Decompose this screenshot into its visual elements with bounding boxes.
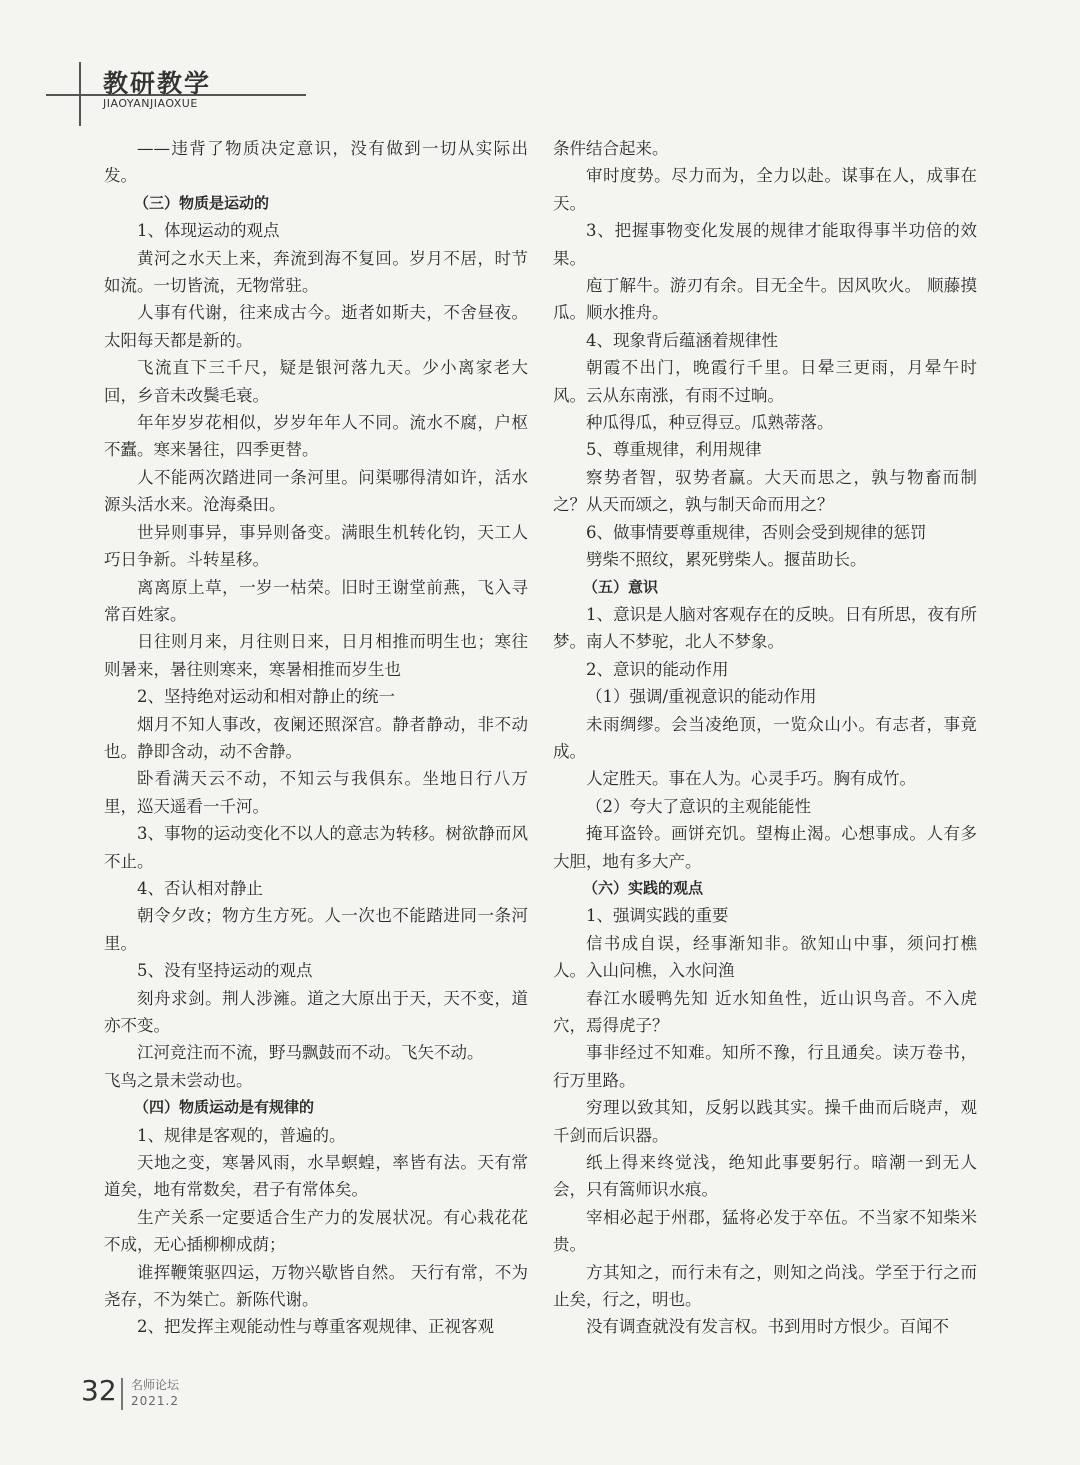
paragraph: 人事有代谢，往来成古今。逝者如斯夫，不舍昼夜。太阳每天都是新的。: [104, 303, 528, 350]
paragraph: 掩耳盗铃。画饼充饥。望梅止渴。心想事成。人有多大胆，地有多大产。: [553, 824, 977, 871]
paragraph: 1、强调实践的重要: [586, 906, 729, 926]
section-title: 教研教学: [103, 69, 212, 98]
paragraph: 年年岁岁花相似，岁岁年年人不同。流水不腐，户枢不蠹。寒来暑往，四季更替。: [104, 413, 528, 460]
paragraph: 人定胜天。事在人为。心灵手巧。胸有成竹。: [586, 769, 916, 789]
page-number: 32: [81, 1374, 117, 1407]
paragraph: 5、尊重规律，利用规律: [586, 440, 762, 460]
paragraph: 人不能两次踏进同一条河里。问渠哪得清如许，活水源头活水来。沧海桑田。: [104, 467, 528, 515]
paragraph: 4、现象背后蕴涵着规律性: [586, 330, 778, 350]
paragraph: 纸上得来终觉浅，绝知此事要躬行。暗潮一到无人会，只有篙师识水痕。: [553, 1153, 977, 1200]
paragraph: 2、把发挥主观能动性与尊重客观规律、正视客观: [137, 1317, 494, 1337]
paragraph: 春江水暖鸭先知 近水知鱼性，近山识鸟音。不入虎穴，焉得虎子？: [553, 988, 977, 1035]
paragraph: （1）强调/重视意识的能动作用: [586, 687, 817, 707]
paragraph: 飞流直下三千尺，疑是银河落九天。少小离家老大回，乡音未改鬓毛衰。: [104, 358, 528, 405]
section-heading: （四）物质运动是有规律的: [134, 1098, 315, 1117]
paragraph: 方其知之，而行未有之，则知之尚浅。学至于行之而止矣，行之，明也。: [553, 1262, 977, 1310]
paragraph: 1、体现运动的观点: [137, 221, 280, 241]
paragraph: 2、意识的能动作用: [586, 659, 729, 679]
left-text-column: [104, 135, 528, 1341]
paragraph: 生产关系一定要适合生产力的发展状况。有心栽花花不成，无心插柳柳成荫；: [104, 1207, 528, 1255]
paragraph: 卧看满天云不动，不知云与我俱东。坐地日行八万里，巡天遥看一千河。: [104, 769, 528, 816]
paragraph: 5、没有坚持运动的观点: [137, 961, 313, 981]
paragraph: 1、意识是人脑对客观存在的反映。日有所思，夜有所梦。南人不梦驼，北人不梦象。: [553, 604, 977, 652]
issue-date: 2021.2: [131, 1394, 179, 1408]
paragraph: 飞鸟之景未尝动也。: [104, 1070, 253, 1090]
magazine-name: 名师论坛: [131, 1378, 180, 1392]
paragraph: 穷理以致其知，反躬以践其实。操千曲而后晓声，观千剑而后识器。: [553, 1098, 977, 1145]
section-heading: （三）物质是运动的: [134, 193, 270, 212]
paragraph: 世异则事异，事异则备变。满眼生机转化钧，天工人巧日争新。斗转星移。: [104, 522, 528, 570]
paragraph: 4、否认相对静止: [137, 878, 263, 898]
paragraph: 刻舟求剑。荆人涉澭。道之大原出于天，天不变，道亦不变。: [104, 988, 528, 1035]
section-subtitle: JIAOYANJIAOXUE: [103, 97, 198, 110]
paragraph: 日往则月来，月往则日来，日月相推而明生也；寒往则暑来，暑往则寒来，寒暑相推而岁生也: [104, 632, 528, 679]
paragraph: 条件结合起来。: [553, 139, 669, 158]
paragraph: 天地之变，寒暑风雨，水旱螟蝗，率皆有法。天有常道矣，地有常数矣，君子有常体矣。: [104, 1153, 528, 1200]
paragraph: 3、把握事物变化发展的规律才能取得事半功倍的效果。: [553, 221, 977, 268]
paragraph: 2、坚持绝对运动和相对静止的统一: [137, 687, 395, 707]
paragraph: 3、事物的运动变化不以人的意志为转移。树欲静而风不止。: [104, 824, 528, 871]
paragraph: （2）夸大了意识的主观能能性: [586, 796, 811, 816]
paragraph: 谁挥鞭策驱四运，万物兴歇皆自然。 天行有常，不为尧存，不为桀亡。新陈代谢。: [104, 1262, 528, 1310]
paragraph: 朝霞不出门，晚霞行千里。日晕三更雨，月晕午时风。云从东南涨，有雨不过晌。: [553, 358, 977, 405]
paragraph: 离离原上草，一岁一枯荣。旧时王谢堂前燕，飞入寻常百姓家。: [104, 577, 528, 624]
paragraph: 6、做事情要尊重规律，否则会受到规律的惩罚: [586, 522, 927, 542]
paragraph: 江河竞注而不流，野马飘鼓而不动。飞矢不动。: [137, 1043, 484, 1063]
right-text-column: [553, 135, 977, 1341]
section-heading: （五）意识: [583, 577, 659, 596]
paragraph: ——违背了物质决定意识，没有做到一切从实际出发。: [104, 139, 528, 186]
paragraph: 宰相必起于州郡，猛将必发于卒伍。不当家不知柴米贵。: [553, 1207, 977, 1255]
section-heading: （六）实践的观点: [583, 878, 704, 897]
paragraph: 1、规律是客观的，普遍的。: [137, 1125, 346, 1145]
paragraph: 庖丁解牛。游刃有余。目无全牛。因风吹火。 顺藤摸瓜。顺水推舟。: [553, 276, 977, 323]
paragraph: 朝令夕改；物方生方死。人一次也不能踏进同一条河里。: [104, 906, 528, 953]
paragraph: 没有调查就没有发言权。书到用时方恨少。百闻不: [586, 1317, 949, 1337]
paragraph: 黄河之水天上来，奔流到海不复回。岁月不居，时节如流。一切皆流，无物常驻。: [104, 248, 528, 296]
paragraph: 审时度势。尽力而为，全力以赴。谋事在人，成事在天。: [553, 166, 977, 213]
paragraph: 烟月不知人事改，夜阑还照深宫。静者静动，非不动也。静即含动，动不舍静。: [104, 714, 528, 761]
paragraph: 信书成自误，经事渐知非。欲知山中事，须问打樵人。入山问樵，入水问渔: [553, 933, 977, 981]
paragraph: 劈柴不照纹，累死劈柴人。揠苗助长。: [586, 550, 867, 570]
paragraph: 种瓜得瓜，种豆得豆。瓜熟蒂落。: [586, 413, 834, 433]
paragraph: 事非经过不知难。知所不豫，行且通矣。读万卷书，行万里路。: [553, 1043, 977, 1090]
paragraph: 察势者智，驭势者赢。大天而思之，孰与物畜而制之？从天而颂之，孰与制天命而用之？: [553, 467, 977, 515]
paragraph: 未雨绸缪。会当凌绝顶，一览众山小。有志者，事竟成。: [553, 714, 977, 761]
footer-divider: [121, 1378, 123, 1410]
